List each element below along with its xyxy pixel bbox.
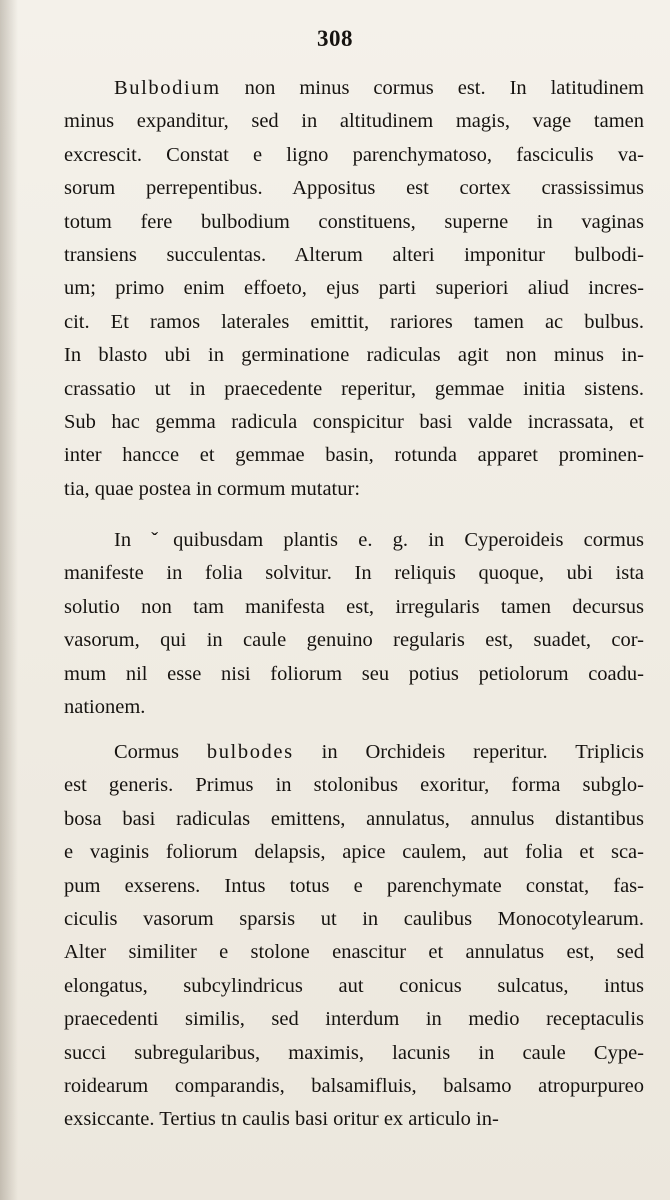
text-line <box>64 172 644 205</box>
text-line <box>64 373 644 406</box>
text-line <box>64 339 644 372</box>
text-line <box>64 1003 644 1036</box>
text-line <box>64 658 644 691</box>
text-line <box>64 1037 644 1070</box>
line-text: roidearum comparandis, balsamifluis, balsamo atropurpureo <box>64 1074 644 1097</box>
text-line <box>64 870 644 903</box>
line-text: Sub hac gemma radicula conspicitur basi valde incrassata, et <box>64 410 644 433</box>
text-line <box>64 473 644 506</box>
text-line <box>64 769 644 802</box>
text-line <box>64 691 644 724</box>
line-text: non minus cormus est. In latitudinem <box>220 77 644 99</box>
line-text: praecedenti similis, sed interdum in medio receptaculis <box>64 1008 644 1031</box>
text-line <box>64 406 644 439</box>
line-text: In blasto ubi in germinatione radiculas agit non minus in- <box>64 344 644 367</box>
paragraph-cormus-bulbodes <box>64 736 644 1137</box>
text-line <box>64 591 644 624</box>
text-line <box>64 524 644 557</box>
text-line <box>64 239 644 272</box>
line-text: nationem. <box>64 695 146 718</box>
paragraph-cyperoideis <box>64 524 644 724</box>
line-text: pum exserens. Intus totus e parenchymate constat, fas- <box>64 874 644 897</box>
text-line <box>64 1070 644 1103</box>
line-text: inter hancce et gemmae basin, rotunda apparet prominen- <box>64 444 644 467</box>
spaced-term: Bulbodium <box>114 77 221 99</box>
line-text: tia, quae postea in cormum mutatur: <box>64 477 361 500</box>
text-line <box>64 139 644 172</box>
text-line <box>64 836 644 869</box>
line-text: totum fere bulbodium constituens, superne in vaginas <box>64 210 644 233</box>
text-line <box>64 72 644 105</box>
line-text: excrescit. Constat e ligno parenchymatoso, fasciculis va- <box>64 143 644 166</box>
text-line <box>64 624 644 657</box>
line-text: succi subregularibus, maximis, lacunis in caule Cype- <box>64 1041 644 1064</box>
line-text: ciculis vasorum sparsis ut in caulibus Monocotylearum. <box>64 907 644 930</box>
text-line <box>64 936 644 969</box>
line-text: Alter similiter e stolone enascitur et annulatus est, sed <box>64 941 644 964</box>
line-text: um; primo enim effoeto, ejus parti superiori aliud incres- <box>64 277 644 300</box>
line-text: est generis. Primus in stolonibus exoritur, forma subglo- <box>64 774 644 797</box>
line-text: In ˇquibusdam plantis e. g. in Cyperoideis cormus <box>114 529 644 551</box>
line-text: bosa basi radiculas emittens, annulatus, annulus distantibus <box>64 807 644 830</box>
text-line <box>64 206 644 239</box>
text-line <box>64 970 644 1003</box>
text-line <box>64 439 644 472</box>
line-text: solutio non tam manifesta est, irregularis tamen decursus <box>64 595 644 618</box>
spaced-term: bulbodes <box>206 741 294 763</box>
line-text: transiens succulentas. Alterum alteri imponitur bulbodi- <box>64 243 644 266</box>
line-text: vasorum, qui in caule genuino regularis est, suadet, cor- <box>64 629 644 652</box>
text-line <box>64 903 644 936</box>
text-line <box>64 736 644 769</box>
text-line <box>64 1103 644 1136</box>
paragraph-bulbodium <box>64 72 644 506</box>
text-line <box>64 105 644 138</box>
line-text: mum nil esse nisi foliorum seu potius petiolorum coadu- <box>64 662 644 685</box>
line-text: e vaginis foliorum delapsis, apice caulem, aut folia et sca- <box>64 841 644 864</box>
line-text: elongatus, subcylindricus aut conicus sulcatus, intus <box>64 974 644 997</box>
line-text: sorum perrepentibus. Appositus est cortex crassissimus <box>64 177 644 200</box>
line-text: exsiccante. Tertius tn caulis basi oritur ex articulo in- <box>64 1108 499 1131</box>
text-line <box>64 803 644 836</box>
line-text: cit. Et ramos laterales emittit, rariores tamen ac bulbus. <box>64 310 644 333</box>
text-line <box>64 557 644 590</box>
page-number: 308 <box>317 26 353 51</box>
line-text: manifeste in folia solvitur. In reliquis quoque, ubi ista <box>64 562 644 585</box>
text-line <box>64 272 644 305</box>
text-line <box>64 306 644 339</box>
line-text: crassatio ut in praecedente reperitur, gemmae initia sistens. <box>64 377 644 400</box>
line-text: minus expanditur, sed in altitudinem magis, vage tamen <box>64 110 644 133</box>
line-prefix: Cormus <box>114 741 207 763</box>
line-text: in Orchideis reperitur. Triplicis <box>293 741 644 763</box>
